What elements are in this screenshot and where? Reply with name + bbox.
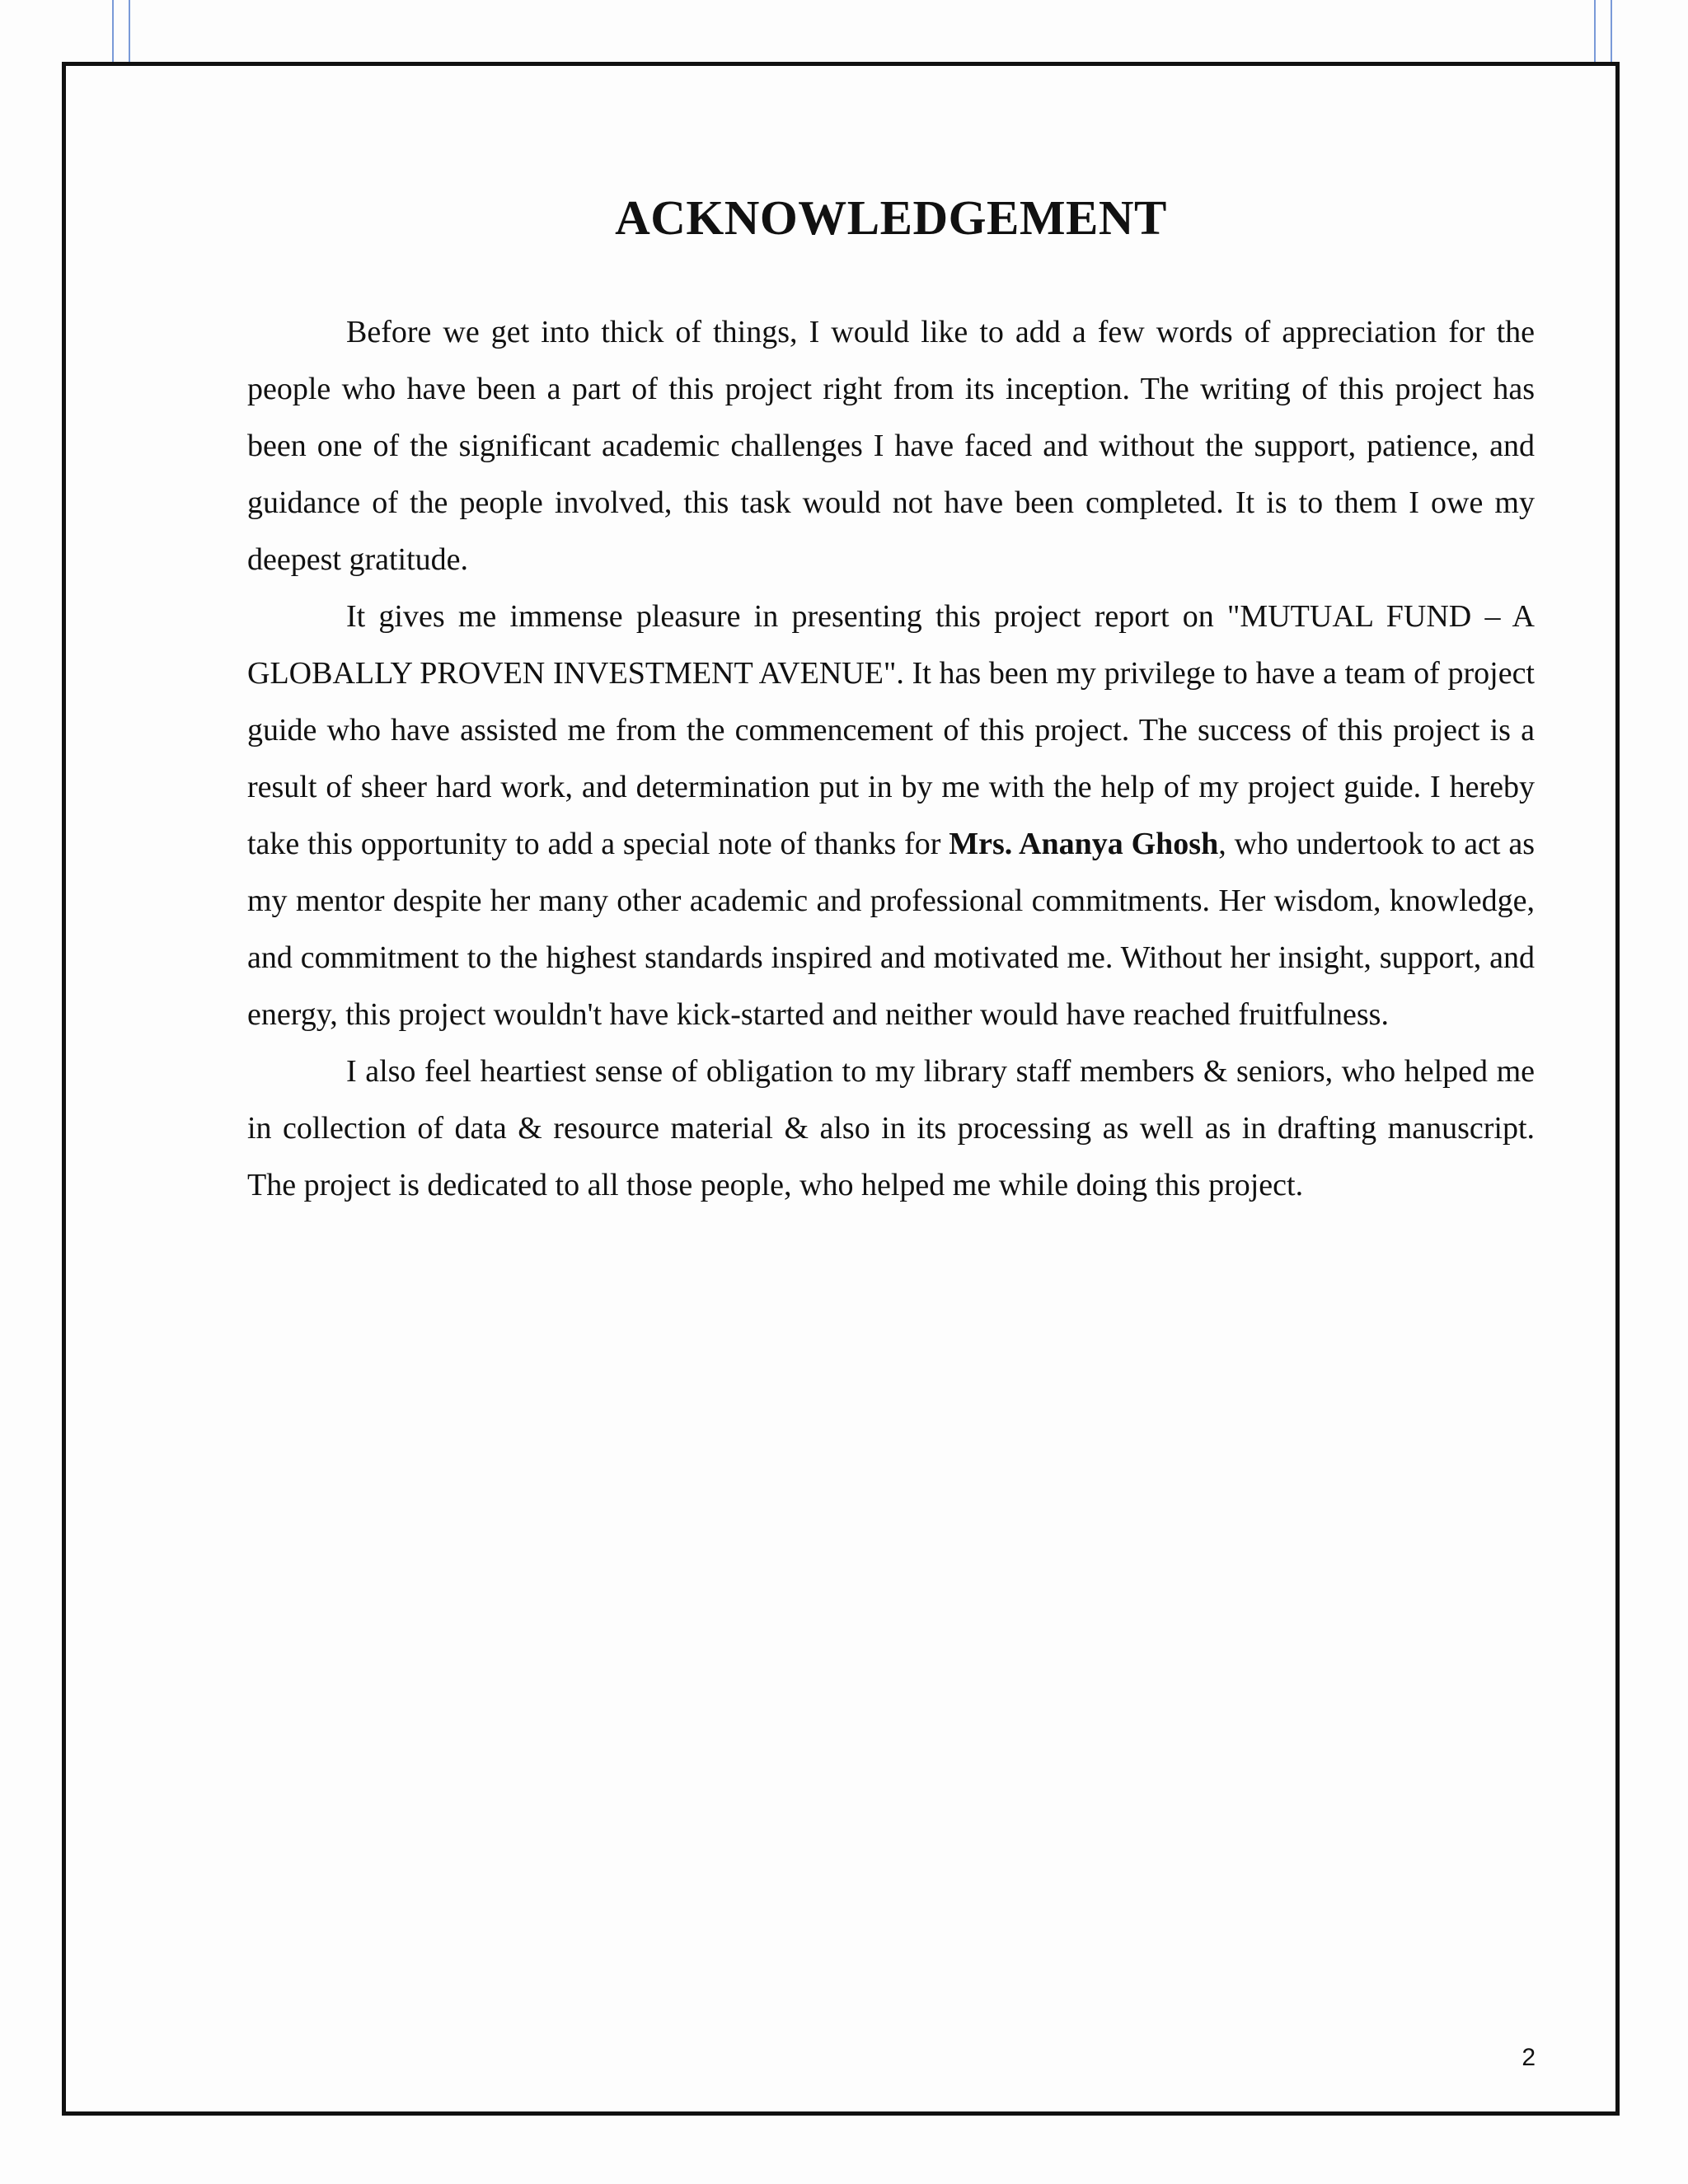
paragraph-project-guide — [247, 588, 1535, 1043]
page-edge-marker-left — [112, 0, 130, 66]
mentor-name: Mrs. Ananya Ghosh — [949, 827, 1219, 861]
paragraph-text: , who undertook to act as my mentor despite her many other academic and professional commitments. Her wisdom, knowledge, and commitment to the highest standards inspired and motivated me. Without her insight, support, and energy, this project wouldn't have kick-started and neither would have reached fruitfulness. — [247, 827, 1535, 1032]
page-number: 2 — [1522, 2044, 1536, 2071]
document-body — [247, 190, 1535, 1214]
paragraph-library-staff: I also feel heartiest sense of obligation to my library staff members & seniors, who helped me in collection of data & resource material & also in its processing as well as in drafting manuscript. The project is dedicated to all those people, who helped me while doing this project. — [247, 1054, 1535, 1202]
paragraph-intro: Before we get into thick of things, I would like to add a few words of appreciation for the people who have been a part of this project right from its inception. The writing of this project has been one of the significant academic challenges I have faced and without the support, patience, and guidance of the people involved, this task would not have been completed. It is to them I owe my deepest gratitude. — [247, 315, 1535, 577]
page-title: ACKNOWLEDGEMENT — [615, 190, 1167, 245]
paragraph-text: It gives me immense pleasure in presenting this project report on "MUTUAL FUND – A GLOBALLY PROVEN INVESTMENT AVENUE". It has been my privilege to have a team of project guide who have assisted me from the commencement of this project. The success of this project is a result of sheer hard work, and determination put in by me with the help of my project guide. I hereby take this opportunity to add a special note of thanks for — [247, 599, 1535, 861]
page-edge-marker-right — [1594, 0, 1612, 66]
